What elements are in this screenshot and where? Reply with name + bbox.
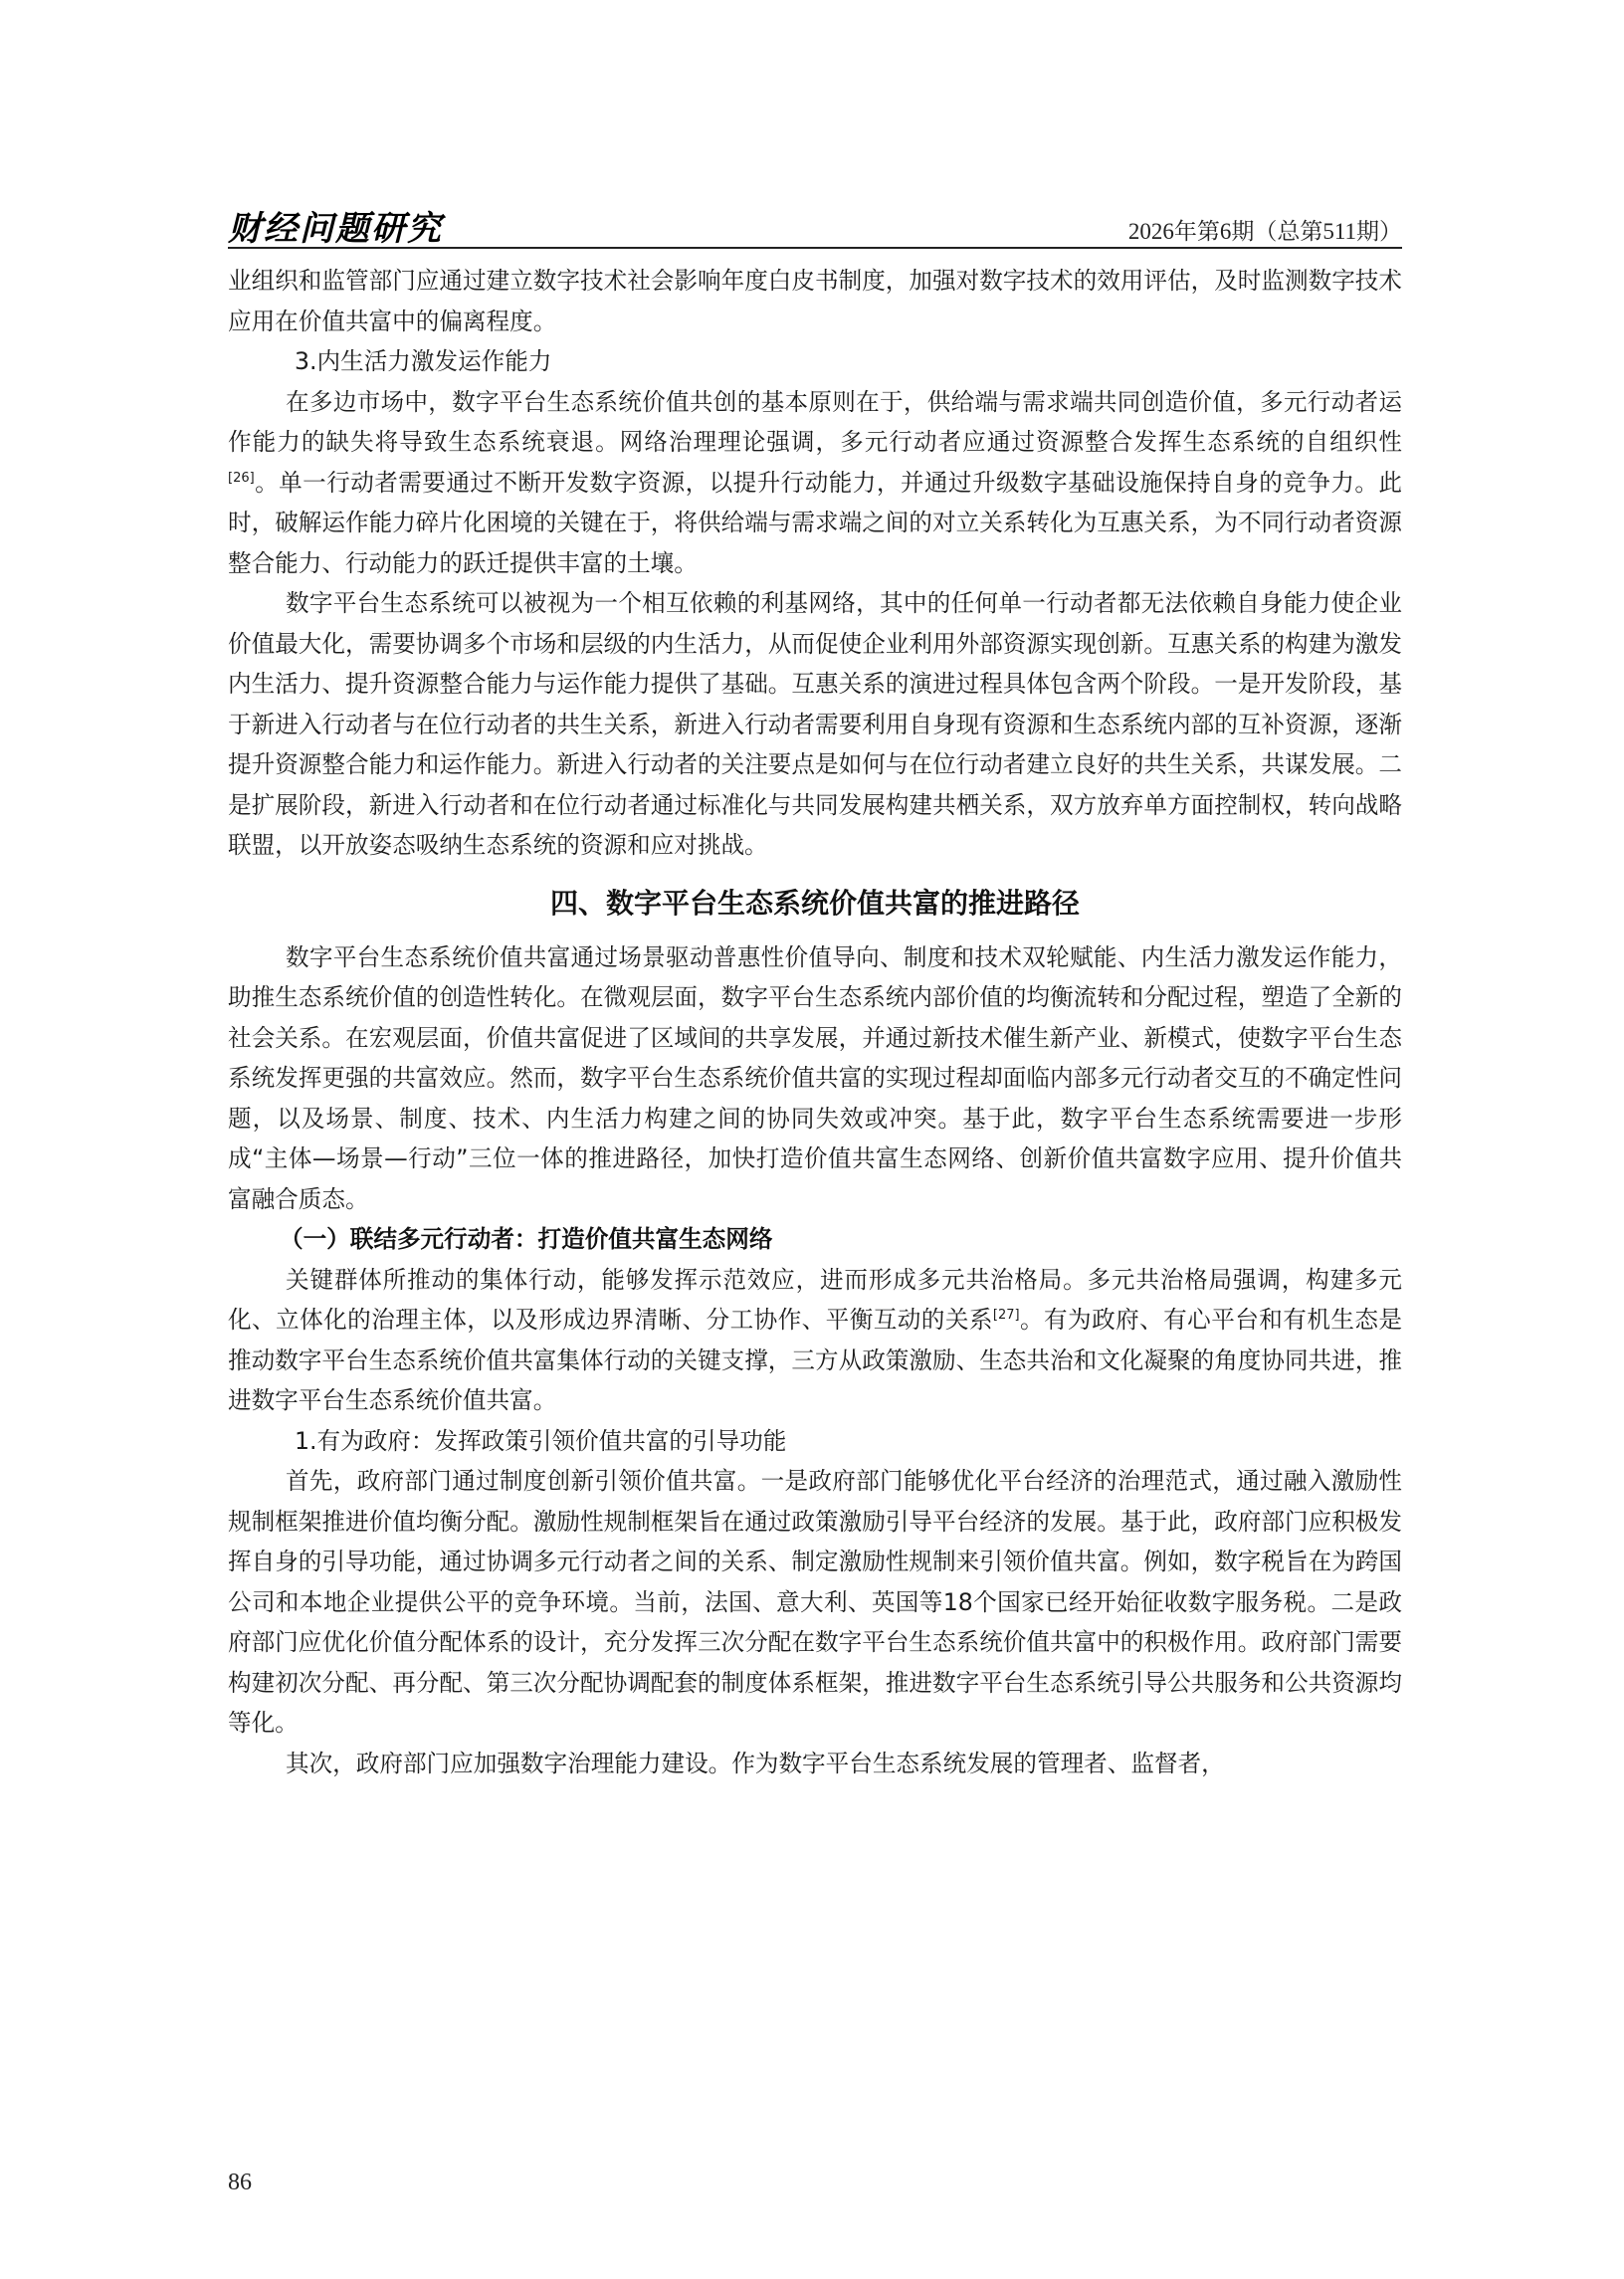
page-number: 86 [228,2170,252,2195]
paragraph [228,382,1402,584]
citation-ref: [27] [992,1308,1020,1323]
paragraph [228,1260,1402,1421]
paragraph: 业组织和监管部门应通过建立数字技术社会影响年度白皮书制度，加强对数字技术的效用评估，及时监测数字技术应用在价值共富中的偏离程度。 [228,267,1402,335]
citation-ref: [26] [228,470,255,486]
subsection-heading: 3.内生活力激发运作能力 [295,347,552,375]
paragraph-text: 。单一行动者需要通过不断开发数字资源，以提升行动能力，并通过升级数字基础设施保持自身的竞争力。此时，破解运作能力碎片化困境的关键在于，将供给端与需求端之间的对立关系转化为互惠关系，为不同行动者资源整合能力、行动能力的跃迁提供丰富的土壤。 [228,468,1402,577]
page-header [228,199,1402,249]
paragraph-text: 在多边市场中，数字平台生态系统价值共创的基本原则在于，供给端与需求端共同创造价值，多元行动者运作能力的缺失将导致生态系统衰退。网络治理理论强调，多元行动者应通过资源整合发挥生态系统的自组织性 [228,387,1402,456]
paragraph: 数字平台生态系统价值共富通过场景驱动普惠性价值导向、制度和技术双轮赋能、内生活力激发运作能力，助推生态系统价值的创造性转化。在微观层面，数字平台生态系统内部价值的均衡流转和分配过程，塑造了全新的社会关系。在宏观层面，价值共富促进了区域间的共享发展，并通过新技术催生新产业、新模式，使数字平台生态系统发挥更强的共富效应。然而，数字平台生态系统价值共富的实现过程却面临内部多元行动者交互的不确定性问题，以及场景、制度、技术、内生活力构建之间的协同失效或冲突。基于此，数字平台生态系统需要进一步形成“主体—场景—行动”三位一体的推进路径，加快打造价值共富生态网络、创新价值共富数字应用、提升价值共富融合质态。 [228,942,1402,1213]
subsection-heading: 1.有为政府：发挥政策引领价值共富的引导功能 [295,1426,787,1455]
article-body [228,261,1402,1783]
paragraph: 其次，政府部门应加强数字治理能力建设。作为数字平台生态系统发展的管理者、监督者， [286,1749,1225,1777]
subsection-heading: （一）联结多元行动者：打造价值共富生态网络 [280,1225,773,1253]
paragraph-text: 。有为政府、有心平台和有机生态是推动数字平台生态系统价值共富集体行动的关键支撑，三方从政策激励、生态共治和文化凝聚的角度协同共进，推进数字平台生态系统价值共富。 [228,1306,1402,1414]
journal-logo: 财经问题研究 [228,209,443,249]
paragraph: 首先，政府部门通过制度创新引领价值共富。一是政府部门能够优化平台经济的治理范式，通过融入激励性规制框架推进价值均衡分配。激励性规制框架旨在通过政策激励引导平台经济的发展。基于此，政府部门应积极发挥自身的引导功能，通过协调多元行动者之间的关系、制定激励性规制来引领价值共富。例如，数字税旨在为跨国公司和本地企业提供公平的竞争环境。当前，法国、意大利、英国等18个国家已经开始征收数字服务税。二是政府部门应优化价值分配体系的设计，充分发挥三次分配在数字平台生态系统价值共富中的积极作用。政府部门需要构建初次分配、再分配、第三次分配协调配套的制度体系框架，推进数字平台生态系统引导公共服务和公共资源均等化。 [228,1467,1402,1737]
issue-info: 2026年第6期（总第511期） [1127,219,1402,244]
paragraph-text: 关键群体所推动的集体行动，能够发挥示范效应，进而形成多元共治格局。多元共治格局强调，构建多元化、立体化的治理主体，以及形成边界清晰、分工协作、平衡互动的关系 [228,1265,1402,1334]
paragraph: 数字平台生态系统可以被视为一个相互依赖的利基网络，其中的任何单一行动者都无法依赖自身能力使企业价值最大化，需要协调多个市场和层级的内生活力，从而促使企业利用外部资源实现创新。互惠关系的构建为激发内生活力、提升资源整合能力与运作能力提供了基础。互惠关系的演进过程具体包含两个阶段。一是开发阶段，基于新进入行动者与在位行动者的共生关系，新进入行动者需要利用自身现有资源和生态系统内部的互补资源，逐渐提升资源整合能力和运作能力。新进入行动者的关注要点是如何与在位行动者建立良好的共生关系，共谋发展。二是扩展阶段，新进入行动者和在位行动者通过标准化与共同发展构建共栖关系，双方放弃单方面控制权，转向战略联盟，以开放姿态吸纳生态系统的资源和应对挑战。 [228,589,1402,859]
section-heading: 四、数字平台生态系统价值共富的推进路径 [549,886,1080,920]
